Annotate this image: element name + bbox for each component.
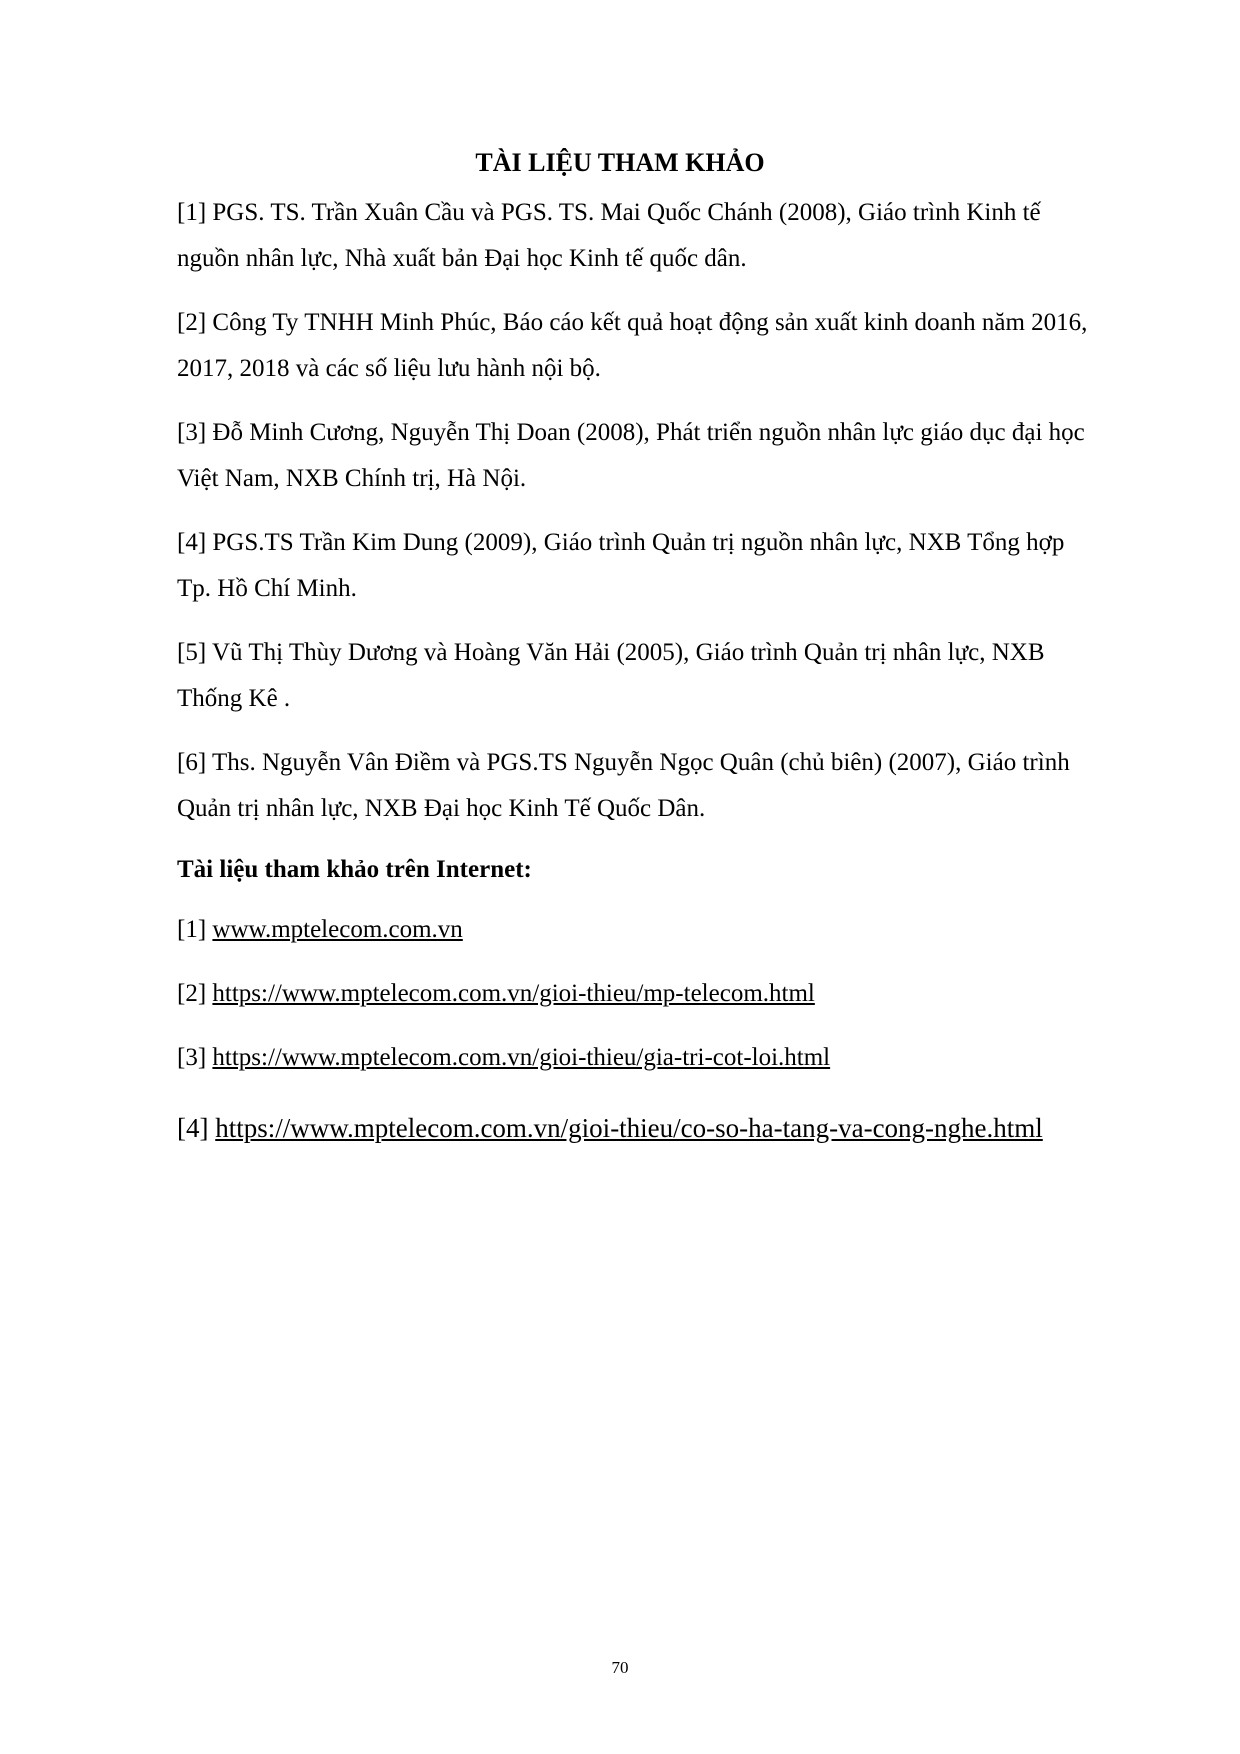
internet-reference-item	[177, 1036, 1097, 1080]
reference-link[interactable]: www.mptelecom.com.vn	[212, 916, 463, 943]
reference-list	[177, 190, 1097, 1176]
reference-item	[177, 520, 1097, 612]
reference-item	[177, 740, 1097, 832]
reference-number: [6]	[177, 749, 207, 776]
internet-reference-item	[177, 1100, 1097, 1156]
reference-text: Công Ty TNHH Minh Phúc, Báo cáo kết quả hoạt động sản xuất kinh doanh năm 2016, 2017, 2018 và các số liệu lưu hành nội bộ.	[177, 309, 1088, 382]
reference-number: [4]	[177, 529, 207, 556]
reference-item	[177, 190, 1097, 282]
reference-number: [3]	[177, 419, 207, 446]
reference-item	[177, 410, 1097, 502]
reference-text: PGS. TS. Trần Xuân Cầu và PGS. TS. Mai Quốc Chánh (2008), Giáo trình Kinh tế nguồn nhân lực, Nhà xuất bản Đại học Kinh tế quốc dân.	[177, 199, 1041, 272]
reference-number: [2]	[177, 309, 207, 336]
reference-link[interactable]: https://www.mptelecom.com.vn/gioi-thieu/co-so-ha-tang-va-cong-nghe.html	[215, 1113, 1043, 1143]
reference-text: Ths. Nguyễn Vân Điềm và PGS.TS Nguyễn Ngọc Quân (chủ biên) (2007), Giáo trình Quản trị nhân lực, NXB Đại học Kinh Tế Quốc Dân.	[177, 749, 1070, 822]
reference-number: [3]	[177, 1044, 207, 1071]
page-title: TÀI LIỆU THAM KHẢO	[475, 148, 765, 177]
reference-number: [2]	[177, 980, 207, 1007]
reference-text: PGS.TS Trần Kim Dung (2009), Giáo trình Quản trị nguồn nhân lực, NXB Tổng hợp Tp. Hồ Chí Minh.	[177, 529, 1065, 602]
reference-number: [5]	[177, 639, 207, 666]
reference-number: [1]	[177, 199, 207, 226]
reference-item	[177, 300, 1097, 392]
internet-references-heading: Tài liệu tham khảo trên Internet:	[177, 856, 532, 883]
reference-number: [4]	[177, 1113, 209, 1143]
reference-link[interactable]: https://www.mptelecom.com.vn/gioi-thieu/gia-tri-cot-loi.html	[212, 1044, 831, 1071]
internet-reference-item	[177, 972, 1097, 1016]
internet-reference-item	[177, 908, 1097, 952]
page-number: 70	[611, 1658, 629, 1677]
reference-text: Đỗ Minh Cương, Nguyễn Thị Doan (2008), Phát triển nguồn nhân lực giáo dục đại học Việt Nam, NXB Chính trị, Hà Nội.	[177, 419, 1085, 492]
reference-link[interactable]: https://www.mptelecom.com.vn/gioi-thieu/mp-telecom.html	[212, 980, 815, 1007]
reference-text: Vũ Thị Thùy Dương và Hoàng Văn Hải (2005), Giáo trình Quản trị nhân lực, NXB Thống Kê .	[177, 639, 1045, 712]
reference-number: [1]	[177, 916, 207, 943]
reference-item	[177, 630, 1097, 722]
